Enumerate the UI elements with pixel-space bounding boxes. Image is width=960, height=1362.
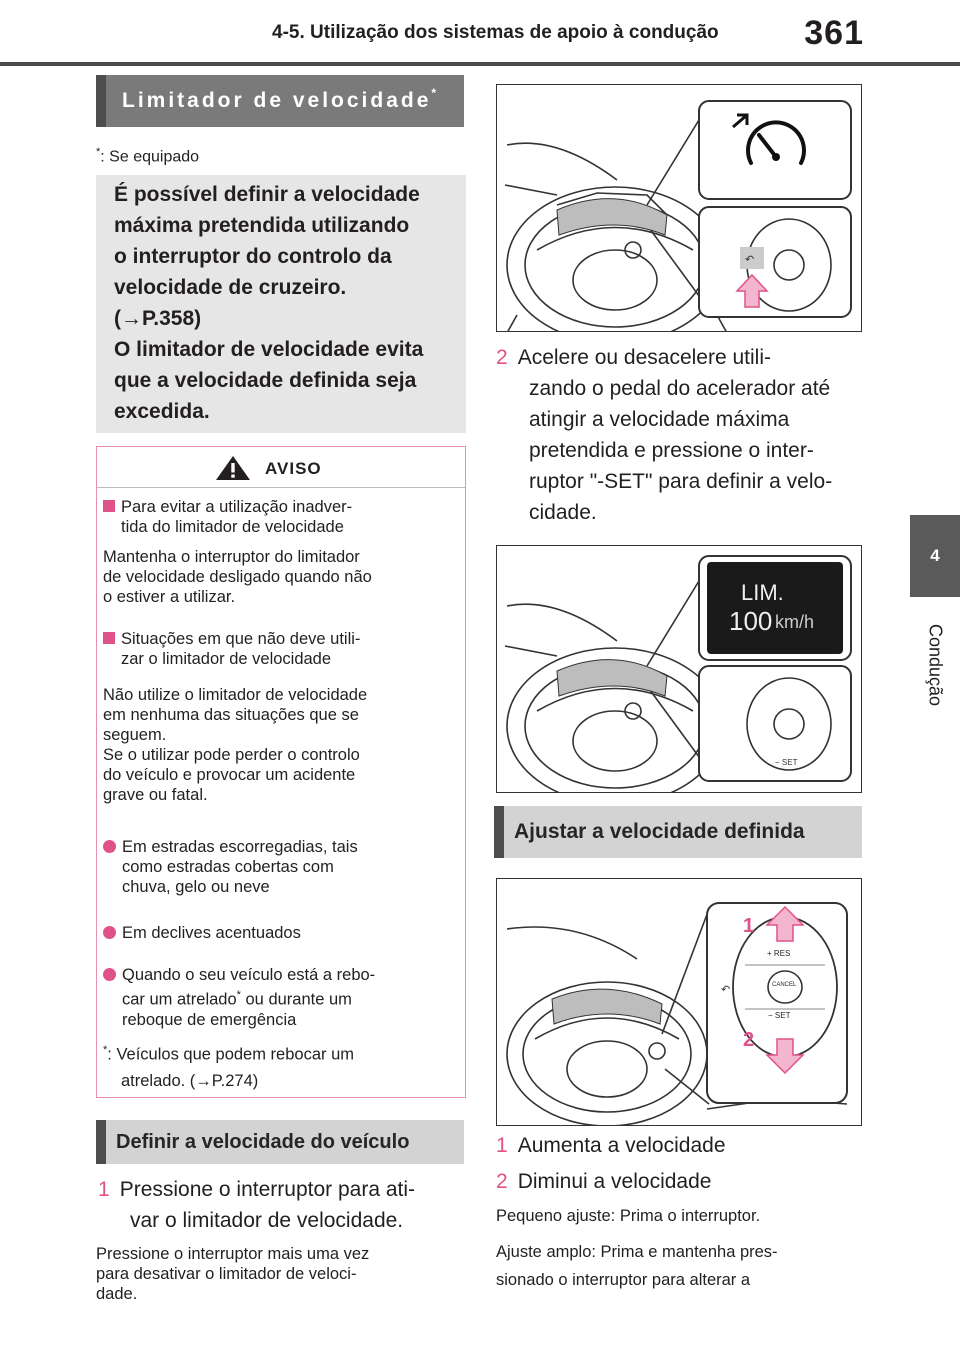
steering-wheel-illustration: [497, 546, 862, 793]
switch-set-label: − SET: [768, 1011, 791, 1020]
define-speed-heading: Definir a velocidade do veículo: [96, 1120, 464, 1164]
section-title: 4-5. Utilização dos sistemas de apoio à condução: [272, 22, 719, 43]
adjust-speed-heading: Ajustar a velocidade definida: [494, 806, 862, 858]
callout-1: 1: [743, 915, 755, 937]
intro-box: É possível definir a velocidade máxima pretendida utilizando o interruptor do controlo da velocidade de cruzeiro. (→P.358) O limitador de velocidade evita que a velocidade definida seja excedida.: [96, 175, 466, 433]
warning-section-2-title: Situações em que não deve utili- zar o limitador de velocidade: [103, 629, 360, 669]
adjust-item-2: 2 Diminui a velocidade: [496, 1170, 712, 1193]
display-speed-value: 100: [729, 606, 773, 636]
warning-bullet-slippery: Em estradas escorregadias, tais como estradas cobertas com chuva, gelo ou neve: [103, 837, 358, 897]
circle-bullet-icon: [103, 926, 116, 939]
equipped-footnote: *: Se equipado: [96, 146, 200, 166]
adjust-item-1: 1 Aumenta a velocidade: [496, 1134, 726, 1157]
steering-wheel-illustration: [497, 85, 862, 332]
warning-section-1-body: Mantenha o interruptor do limitador de velocidade desligado quando não o estiver a utilizar.: [103, 548, 372, 606]
switch-cancel-label: CANCEL: [772, 982, 797, 988]
warning-triangle-icon: [215, 455, 251, 481]
switch-res-label: + RES: [767, 949, 791, 958]
step-1: 1 Pressione o interruptor para ati- var o limitador de velocidade.: [98, 1178, 415, 1232]
svg-text:↶: ↶: [745, 254, 755, 266]
speed-limiter-heading: Limitador de velocidade *: [96, 75, 464, 127]
illustration-limiter-switch: [496, 84, 862, 332]
warning-title: AVISO: [265, 459, 322, 478]
adjust-note-large: Ajuste amplo: Prima e mantenha pres- sionado o interruptor para alterar a: [496, 1243, 778, 1289]
illustration-limit-display: [496, 545, 862, 793]
illustration-adjust-switch: [496, 878, 862, 1126]
warning-bullet-towing: Quando o seu veículo está a rebo- car um atrelado* ou durante um reboque de emergência: [103, 965, 375, 1030]
switch-set-label: − SET: [775, 758, 798, 767]
step-1-note: Pressione o interruptor mais uma vez para desativar o limitador de veloci- dade.: [96, 1245, 370, 1303]
warning-section-1-title: Para evitar a utilização inadver- tida do limitador de velocidade: [103, 497, 352, 537]
warning-footnote: *: Veículos que podem rebocar um atrelado. (→P.274): [103, 1044, 355, 1090]
steering-wheel-illustration: [497, 879, 862, 1126]
header-divider: [0, 62, 960, 66]
chapter-label: Condução: [925, 623, 946, 707]
svg-text:↶: ↶: [721, 984, 731, 996]
adjust-note-small: Pequeno ajuste: Prima o interruptor.: [496, 1207, 761, 1225]
display-speed-unit: km/h: [775, 612, 815, 632]
callout-2: 2: [743, 1029, 755, 1051]
warning-header: [97, 447, 465, 488]
chapter-tab: 4: [910, 515, 960, 597]
square-bullet-icon: [103, 500, 115, 512]
circle-bullet-icon: [103, 968, 116, 981]
display-lim-label: LIM.: [741, 580, 784, 605]
warning-section-2-body: Não utilize o limitador de velocidade em nenhuma das situações que se seguem. Se o utilizar pode perder o controlo do veículo e provocar um acidente grave ou fatal.: [103, 686, 368, 804]
warning-bullet-slopes: Em declives acentuados: [103, 923, 301, 943]
warning-box: [96, 446, 466, 1098]
step-2: 2 Acelere ou desacelere utili- zando o pedal do acelerador até atingir a velocidade máxima pretendida e pressione o inter- ruptor "-SET" para definir a velo- cidade.: [496, 346, 833, 524]
page-number: 361: [804, 14, 864, 52]
circle-bullet-icon: [103, 840, 116, 853]
square-bullet-icon: [103, 632, 115, 644]
